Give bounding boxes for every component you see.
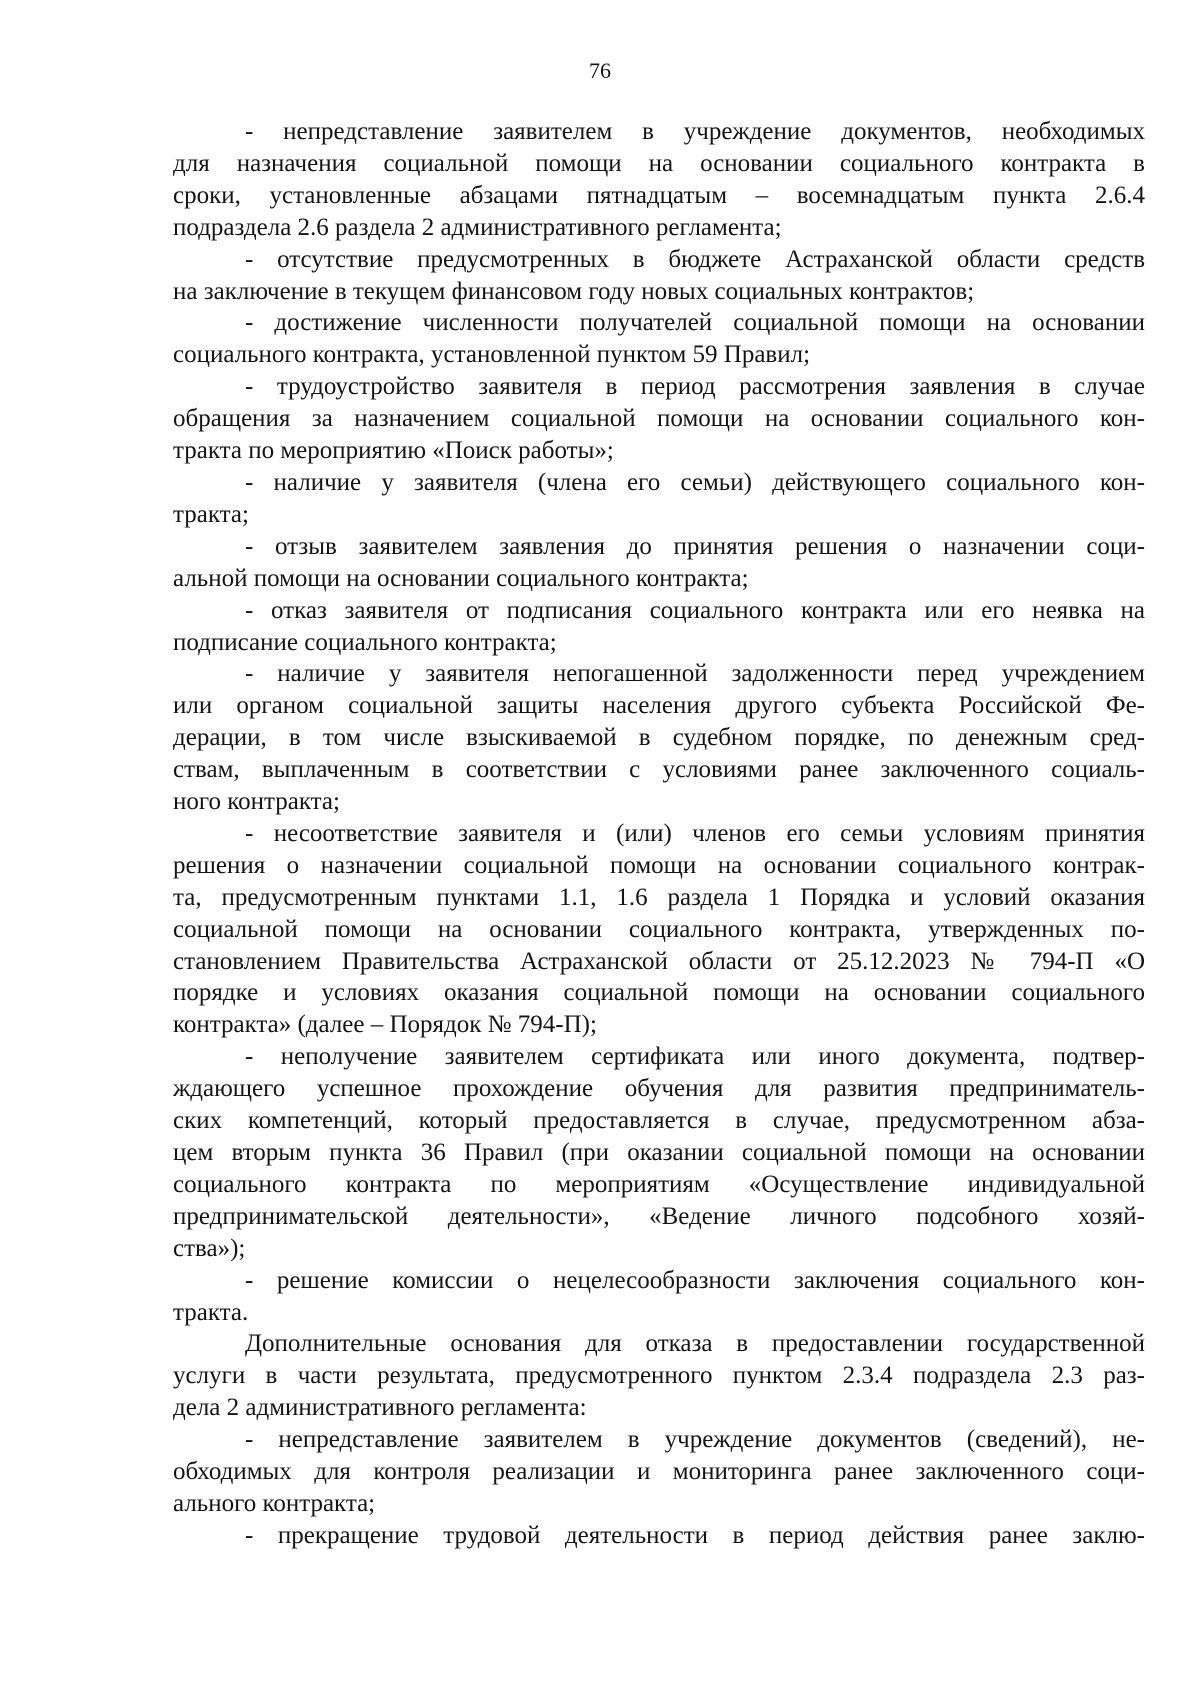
text-line: тракта. [173, 1298, 249, 1326]
text-line: - решение комиссии о нецелесообразности заключения социального кон- [245, 1266, 1145, 1294]
text-line: - отказ заявителя от подписания социального контракта или его неявка на [245, 596, 1145, 624]
text-line: ства»); [173, 1234, 246, 1262]
paragraph [173, 1520, 1145, 1552]
text-line: - прекращение трудовой деятельности в период действия ранее заклю- [245, 1521, 1145, 1549]
text-line: та, предусмотренным пунктами 1.1, 1.6 раздела 1 Порядка и условий оказания [173, 883, 1145, 911]
text-line: контракта» (далее – Порядок № 794-П); [173, 1011, 597, 1039]
text-line: - достижение численности получателей социальной помощи на основании [245, 309, 1145, 337]
text-line: тракта; [173, 500, 249, 528]
text-line: дела 2 административного регламента: [173, 1394, 587, 1422]
text-line: дерации, в том числе взыскиваемой в судебном порядке, по денежным сред- [173, 724, 1145, 752]
text-line: цем вторым пункта 36 Правил (при оказании социальной помощи на основании [173, 1139, 1145, 1166]
text-line: порядке и условиях оказания социальной помощи на основании социального [173, 979, 1145, 1007]
document-body [173, 116, 1145, 1552]
paragraph [173, 116, 1145, 244]
text-line: ного контракта; [173, 788, 340, 816]
paragraph [173, 1424, 1145, 1520]
paragraph [173, 531, 1145, 595]
text-line: на заключение в текущем финансовом году новых социальных контрактов; [173, 277, 975, 305]
paragraph [173, 467, 1145, 531]
text-line: подписание социального контракта; [173, 628, 557, 656]
text-line: социального контракта, установленной пунктом 59 Правил; [173, 341, 811, 369]
text-line: - отсутствие предусмотренных в бюджете Астраханской области средств [245, 245, 1145, 273]
text-line: социального контракта по мероприятиям «Осуществление индивидуальной [173, 1170, 1145, 1198]
text-line: - отзыв заявителем заявления до принятия решения о назначении соци- [245, 532, 1145, 560]
page-number: 76 [589, 58, 611, 83]
text-line: для назначения социальной помощи на основании социального контракта в [173, 149, 1145, 177]
text-line: - непредставление заявителем в учреждение документов, необходимых [245, 118, 1145, 145]
text-line: обращения за назначением социальной помощи на основании социального кон- [173, 405, 1145, 433]
text-line: социальной помощи на основании социального контракта, утвержденных по- [173, 915, 1145, 943]
text-line: услуги в части результата, предусмотренного пунктом 2.3.4 подраздела 2.3 раз- [173, 1362, 1145, 1390]
text-line: обходимых для контроля реализации и мониторинга ранее заключенного соци- [173, 1458, 1145, 1486]
text-line: - наличие у заявителя (члена его семьи) действующего социального кон- [245, 468, 1145, 496]
text-line: ального контракта; [173, 1489, 376, 1517]
text-line: решения о назначении социальной помощи на основании социального контрак- [173, 851, 1145, 879]
paragraph [173, 658, 1145, 818]
text-line: альной помощи на основании социального контракта; [173, 564, 749, 592]
text-line: тракта по мероприятию «Поиск работы»; [173, 437, 614, 465]
paragraph [173, 371, 1145, 467]
text-line: или органом социальной защиты населения другого субъекта Российской Фе- [173, 692, 1145, 720]
text-line: ствам, выплаченным в соответствии с условиями ранее заключенного социаль- [173, 756, 1145, 784]
paragraph [173, 1041, 1145, 1264]
paragraph [173, 1265, 1145, 1329]
text-line: предпринимательской деятельности», «Ведение личного подсобного хозяй- [173, 1202, 1145, 1230]
text-line: подраздела 2.6 раздела 2 административного регламента; [173, 213, 782, 241]
text-line: Дополнительные основания для отказа в предоставлении государственной [245, 1330, 1145, 1358]
text-line: становлением Правительства Астраханской области от 25.12.2023 № 794-П «О [173, 947, 1145, 975]
paragraph [173, 1328, 1145, 1424]
paragraph [173, 307, 1145, 371]
text-line: - непредставление заявителем в учреждение документов (сведений), не- [245, 1426, 1145, 1454]
paragraph [173, 244, 1145, 308]
text-line: - неполучение заявителем сертификата или иного документа, подтвер- [245, 1043, 1145, 1071]
text-line: сроки, установленные абзацами пятнадцатым – восемнадцатым пункта 2.6.4 [173, 181, 1145, 209]
text-line: - несоответствие заявителя и (или) членов его семьи условиям принятия [245, 819, 1145, 847]
text-line: - трудоустройство заявителя в период рассмотрения заявления в случае [245, 373, 1145, 401]
text-line: - наличие у заявителя непогашенной задолженности перед учреждением [245, 660, 1145, 688]
paragraph [173, 818, 1145, 1041]
text-line: ских компетенций, который предоставляется в случае, предусмотренном абза- [173, 1107, 1145, 1135]
paragraph [173, 595, 1145, 659]
text-line: ждающего успешное прохождение обучения для развития предприниматель- [173, 1075, 1145, 1103]
